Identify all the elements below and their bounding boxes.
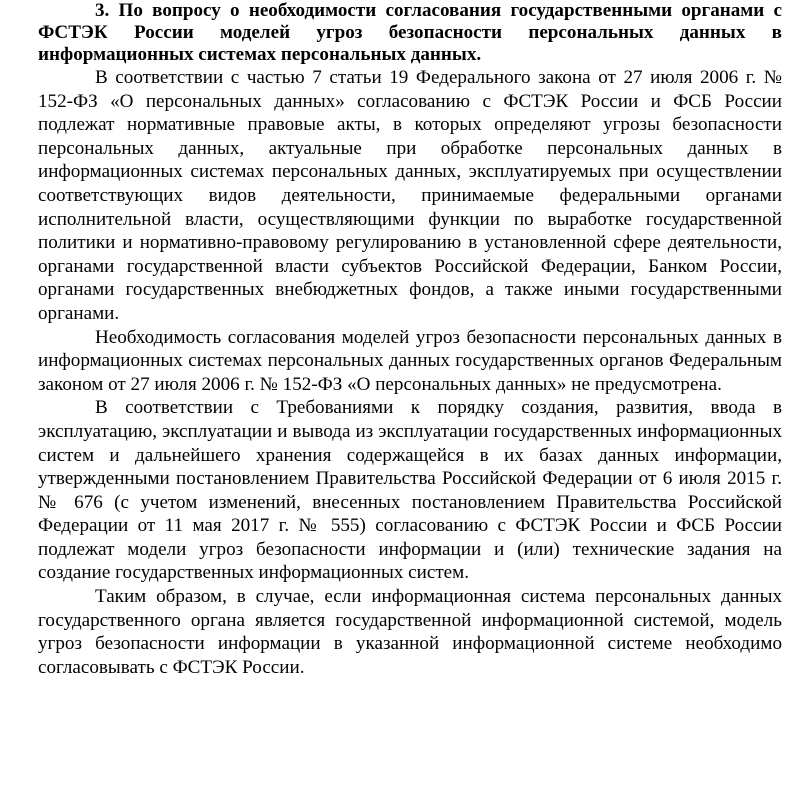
paragraph-4: Таким образом, в случае, если информационная система персональных данных государственного органа является государственной информационной системой, модель угроз безопасности информации в указанной информационной системе необходимо согласовывать с ФСТЭК России. — [38, 586, 782, 678]
paragraph-3: В соответствии с Требованиями к порядку создания, развития, ввода в эксплуатацию, эксплуатации и вывода из эксплуатации государственных информационных систем и дальнейшего хранения содержащейся в их базах данных информации, утвержденными постановлением Правительства Российской Федерации от 6 июля 2015 г. № 676 (с учетом изменений, внесенных постановлением Правительства Российской Федерации от 11 мая 2017 г. № 555) согласованию с ФСТЭК России и ФСБ России подлежат модели угроз безопасности информации и (или) технические задания на создание государственных информационных систем. — [38, 397, 782, 584]
section-heading: 3. По вопросу о необходимости согласования государственными органами с ФСТЭК России моделей угроз безопасности персональных данных в информационных системах персональных данных. — [38, 0, 782, 65]
paragraph-2: Необходимость согласования моделей угроз безопасности персональных данных в информационных системах персональных данных государственных органов Федеральным законом от 27 июля 2006 г. № 152-ФЗ «О персональных данных» не предусмотрена. — [38, 326, 782, 395]
paragraph-1: В соответствии с частью 7 статьи 19 Федерального закона от 27 июля 2006 г. № 152-ФЗ «О персональных данных» согласованию с ФСТЭК России и ФСБ России подлежат нормативные правовые акты, в которых определяют угрозы безопасности персональных данных, актуальные при обработке персональных данных в информационных системах персональных данных, эксплуатируемых при осуществлении соответствующих видов деятельности, принимаемые федеральными органами исполнительной власти, осуществляющими функции по выработке государственной политики и нормативно-правовому регулированию в установленной сфере деятельности, органами государственной власти субъектов Российской Федерации, Банком России, органами государственных внебюджетных фондов, а также иными государственными органами. — [38, 67, 782, 324]
